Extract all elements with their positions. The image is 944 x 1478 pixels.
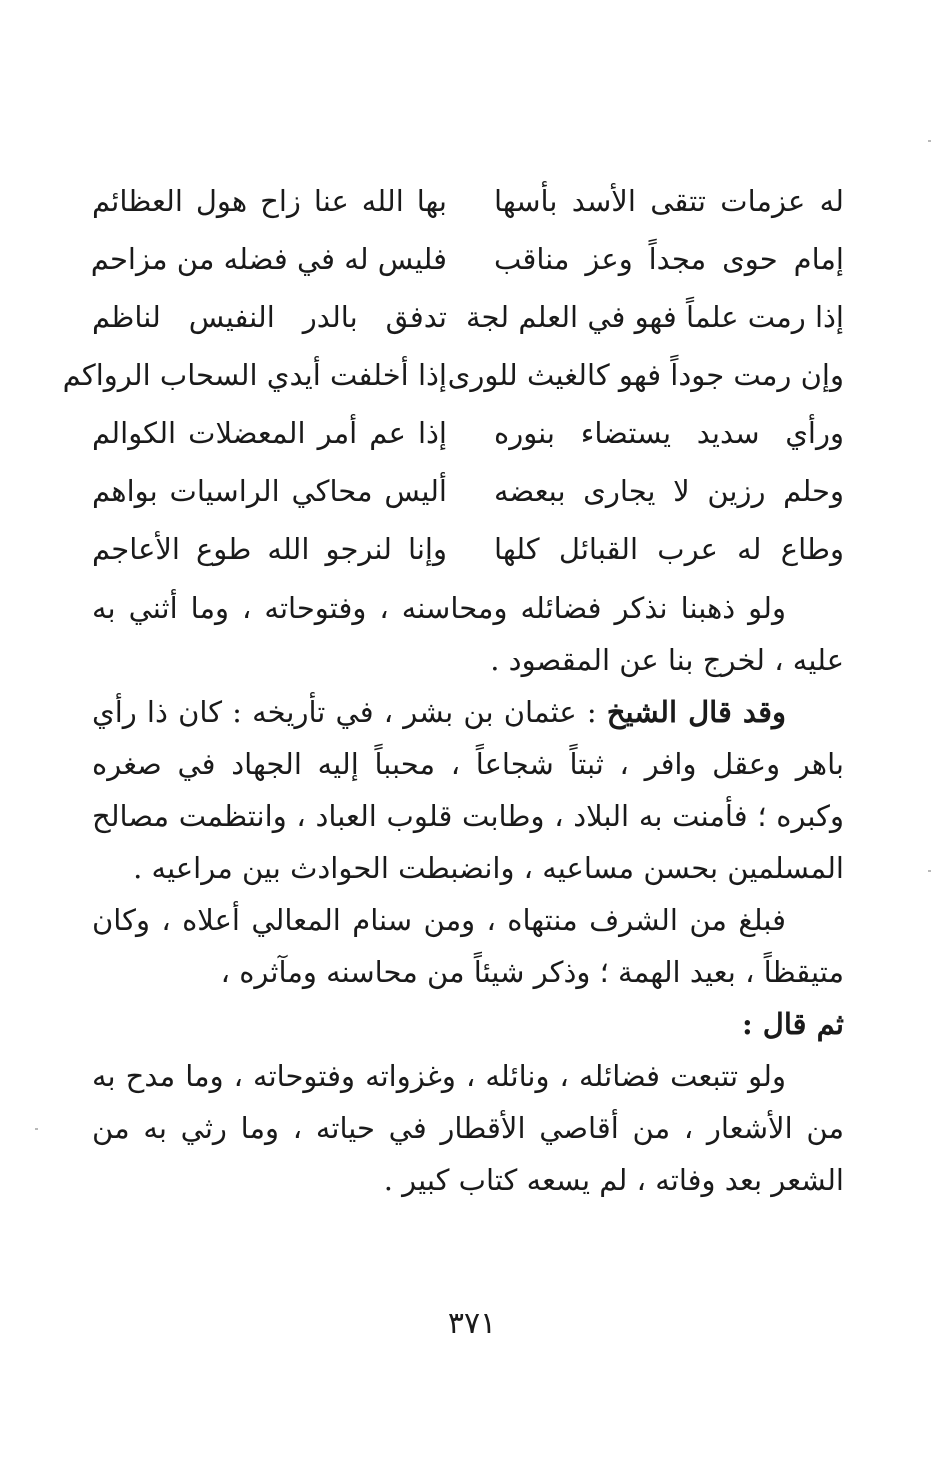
verse-second-hemistich: بها الله عنا زاح هول العظائم (92, 184, 447, 218)
verse-second-hemistich: فليس له في فضله من مزاحم (90, 242, 447, 276)
scan-speck (928, 140, 931, 142)
verse-second-hemistich: تدفق بالدر النفيس لناظم (92, 300, 447, 334)
paragraph-honor (92, 894, 844, 998)
scan-speck (35, 1128, 38, 1130)
paragraph-text: ولو تتبعت فضائله ، ونائله ، وغزواته وفتوحاته ، وما مدح به من الأشعار ، من أقاصي الأقطار في حياته ، وما رثي به من الشعر بعد وفاته ، لم يسعه كتاب كبير . (92, 1059, 844, 1197)
verse-second-hemistich: إذا أخلفت أيدي السحاب الرواكم (62, 358, 447, 392)
poem-verse (92, 520, 844, 578)
poem-block (62, 172, 844, 578)
paragraph-text: : عثمان بن بشر ، في تأريخه : كان ذا رأي باهر وعقل وافر ، ثبتاً شجاعاً ، محبباً إليه الجهاد في صغره وكبره ؛ فأمنت به البلاد ، وطابت قلوب العباد ، وانتظمت مصالح المسلمين بحسن مساعيه ، وانضبطت الحوادث بين مراعيه . (92, 695, 844, 885)
poem-verse (62, 346, 844, 404)
paragraph-lead-bold: وقد قال الشيخ (606, 695, 786, 729)
paragraph-closing (92, 1050, 844, 1206)
paragraph-text: فبلغ من الشرف منتهاه ، ومن سنام المعالي أعلاه ، وكان متيقظاً ، بعيد الهمة ؛ وذكر شيئاً من محاسنه ومآثره ، (92, 903, 844, 989)
verse-first-hemistich: إذا رمت علماً فهو في العلم لجة (466, 300, 844, 334)
scan-speck (928, 870, 931, 872)
poem-verse (92, 288, 844, 346)
paragraph-virtues (92, 582, 844, 686)
poem-verse (92, 404, 844, 462)
verse-first-hemistich: وطاع له عرب القبائل كلها (494, 532, 844, 566)
poem-verse (92, 230, 844, 288)
verse-first-hemistich: له عزمات تتقى الأسد بأسها (494, 184, 844, 218)
prose-block (92, 582, 844, 1206)
poem-verse (92, 462, 844, 520)
verse-second-hemistich: أليس محاكي الراسيات بواهم (92, 474, 447, 508)
verse-first-hemistich: ورأي سديد يستضاء بنوره (494, 416, 844, 450)
poem-verse (92, 172, 844, 230)
verse-first-hemistich: وحلم رزين لا يجارى ببعضه (494, 474, 844, 508)
verse-second-hemistich: وإنا لنرجو الله طوع الأعاجم (92, 532, 447, 566)
then-he-said-heading: ثم قال : (741, 1007, 844, 1041)
page-number: ٣٧١ (447, 1306, 497, 1341)
verse-first-hemistich: إمام حوى مجداً وعز مناقب (494, 242, 844, 276)
paragraph-text: ولو ذهبنا نذكر فضائله ومحاسنه ، وفتوحاته ، وما أثني به عليه ، لخرج بنا عن المقصود . (92, 591, 844, 677)
paragraph-ibn-bishr-quote (92, 686, 844, 894)
verse-second-hemistich: إذا عم أمر المعضلات الكوالم (92, 416, 447, 450)
verse-first-hemistich: وإن رمت جوداً فهو كالغيث للورى (447, 358, 844, 392)
